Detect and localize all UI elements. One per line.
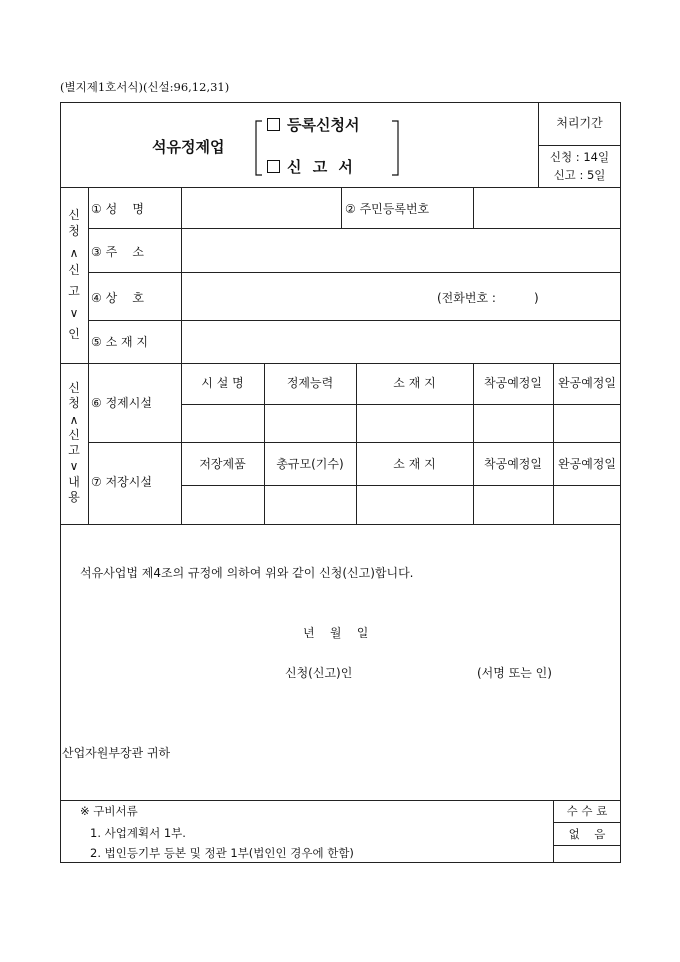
rrn-field[interactable] [474,189,619,227]
storage-header-product: 저장제품 [199,457,246,471]
date-line: 년 월 일 [303,626,369,640]
addressee: 산업자원부장관 귀하 [62,746,171,760]
required-doc-2: 2. 법인등기부 등본 및 정관 1부(법인인 경우에 한함) [90,846,354,860]
name-label: ① 성 명 [91,202,145,216]
fee-value: 없 음 [568,827,606,841]
refinery-header-location: 소 재 지 [393,376,436,390]
phone-label: (전화번호 : ) [437,291,539,305]
processing-apply-days: 신청 : 14일 [549,150,610,164]
location-field[interactable] [182,322,619,362]
processing-period-title: 처리기간 [556,116,603,130]
storage-end-cell[interactable] [554,487,619,523]
form-code: (별지제1호서식)(신설:96,12,31) [60,80,230,94]
trade-name-field[interactable] [182,274,432,319]
form-title: 석유정제업 [152,138,225,156]
storage-header-start: 착공예정일 [484,457,542,471]
name-field[interactable] [182,189,340,227]
refinery-header-end: 완공예정일 [558,376,616,390]
fee-label: 수 수 료 [566,804,608,818]
processing-report-days: 신고 : 5일 [553,168,606,182]
storage-product-cell[interactable] [182,487,263,523]
declaration-statement: 석유사업법 제4조의 규정에 의하여 위와 같이 신청(신고)합니다. [80,566,414,580]
refinery-facility-cell[interactable] [182,406,263,441]
refinery-label: ⑥ 정제시설 [91,396,152,410]
refinery-end-cell[interactable] [554,406,619,441]
storage-header-location: 소 재 지 [393,457,436,471]
storage-scale-cell[interactable] [265,487,355,523]
storage-label: ⑦ 저장시설 [91,475,152,489]
storage-header-end: 완공예정일 [558,457,616,471]
report-checkbox[interactable] [267,160,280,173]
option-register-label: 등록신청서 [287,116,360,134]
required-doc-1: 1. 사업계획서 1부. [90,826,186,840]
applicant-line: 신청(신고)인 [285,666,353,680]
refinery-start-cell[interactable] [474,406,552,441]
refinery-location-cell[interactable] [357,406,472,441]
address-label: ③ 주 소 [91,245,145,259]
refinery-capacity-cell[interactable] [265,406,355,441]
trade-name-label: ④ 상 호 [91,291,145,305]
storage-location-cell[interactable] [357,487,472,523]
refinery-header-capacity: 정제능력 [286,376,334,390]
storage-start-cell[interactable] [474,487,552,523]
rrn-label: ② 주민등록번호 [345,202,430,216]
signature-note: (서명 또는 인) [477,666,552,680]
option-report-label: 신 고 서 [287,158,353,176]
location-label: ⑤ 소 재 지 [91,335,148,349]
address-field[interactable] [182,230,619,271]
register-checkbox[interactable] [267,118,280,131]
required-docs-title: ※ 구비서류 [80,804,138,818]
refinery-header-facility: 시 설 명 [201,376,244,390]
option-register[interactable] [267,118,359,133]
refinery-header-start: 착공예정일 [484,376,542,390]
storage-header-scale: 총규모(기수) [276,457,344,471]
option-report[interactable] [267,160,353,175]
